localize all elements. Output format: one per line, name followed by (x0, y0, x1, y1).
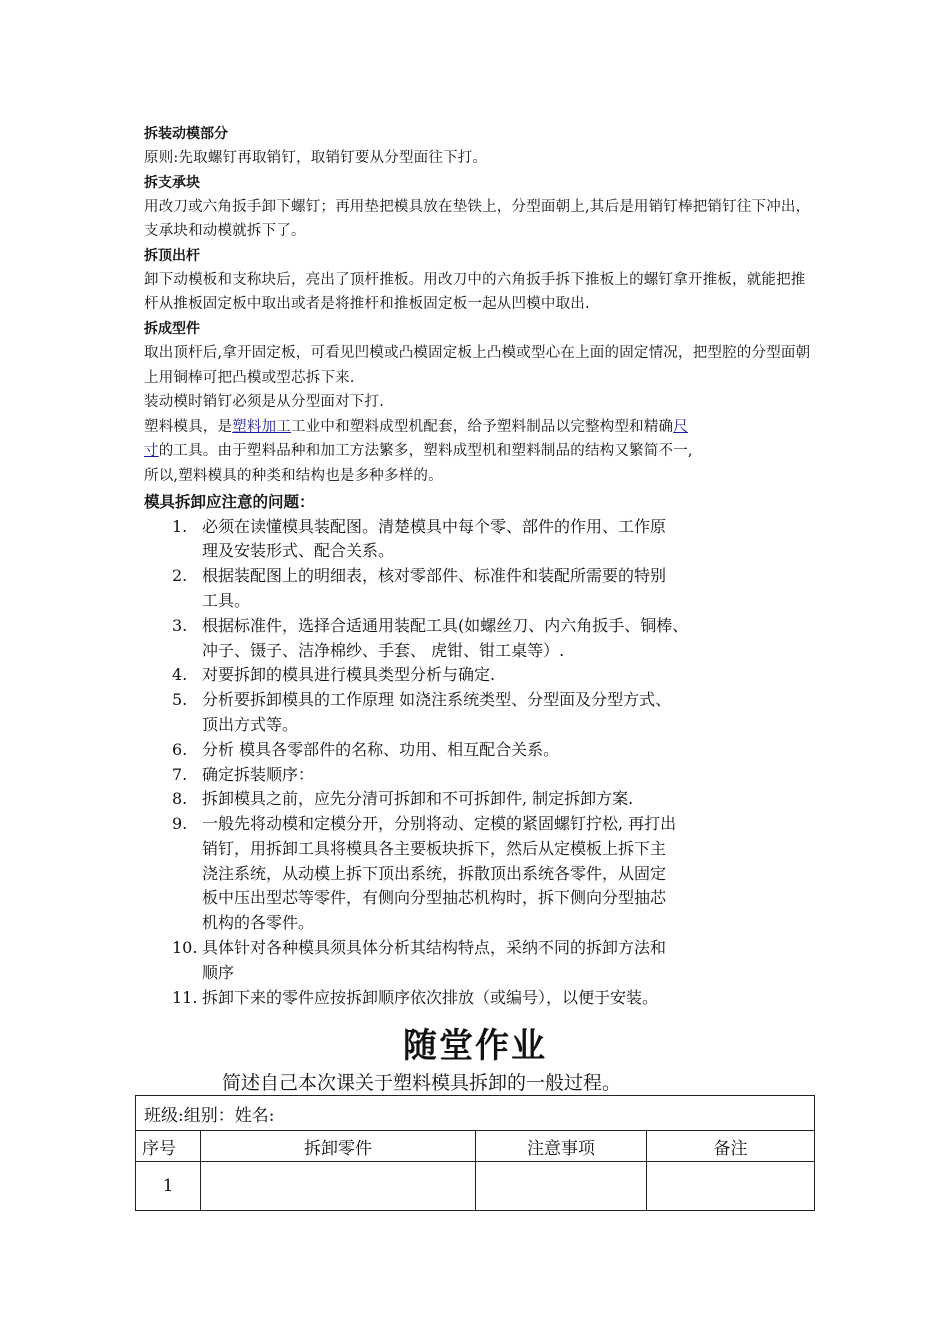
list-item (144, 936, 767, 986)
table-row (136, 1096, 815, 1131)
item-line: 顶出方式等。 (202, 714, 299, 734)
intro-text: 所以,塑料模具的种类和结构也是多种多样的。 (144, 467, 443, 484)
item-line: 工具。 (202, 590, 251, 610)
table-cell[interactable] (201, 1162, 476, 1211)
section-heading: 拆顶出杆 (144, 247, 200, 264)
table-header-row (136, 1131, 815, 1162)
item-line: 机构的各零件。 (202, 913, 315, 933)
list-item (144, 986, 767, 1011)
item-number: 10. (172, 938, 198, 958)
column-header: 序号 (136, 1131, 201, 1162)
intro-text: 塑料模具，是 (144, 418, 233, 435)
item-number: 8. (172, 789, 188, 809)
item-line: 根据标准件，选择合适通用装配工具(如螺丝刀、内六角扳手、铜棒、 (202, 615, 689, 635)
item-line: 销钉，用拆卸工具将模具各主要板块拆下，然后从定模板上拆下主 (202, 838, 667, 858)
section-remove-support-block (144, 171, 814, 244)
item-line: 拆卸下来的零件应按拆卸顺序依次排放（或编号），以便于安装。 (202, 987, 659, 1007)
item-number: 6. (172, 739, 188, 759)
section-remove-molding-parts (144, 317, 814, 390)
link-size-part2[interactable]: 寸 (144, 443, 159, 460)
item-line: 确定拆装顺序： (202, 764, 315, 784)
item-number: 11. (172, 987, 198, 1007)
item-line: 必须在读懂模具装配图。清楚模具中每个零、部件的作用、工作原 (202, 516, 667, 536)
item-number: 7. (172, 764, 188, 784)
item-number: 3. (172, 615, 188, 635)
table-row (136, 1162, 815, 1211)
intro-text: 工业中和塑料成型机配套，给予塑料制品以完整构型和精确 (291, 418, 674, 435)
item-line: 分析 模具各零部件的名称、功用、相互配合关系。 (202, 739, 560, 759)
item-line: 理及安装形式、配合关系。 (202, 541, 395, 561)
intro-text: 的工具。由于塑料品种和加工方法繁多，塑料成型机和塑料制品的结构又繁简不一, (158, 443, 693, 460)
item-number: 1. (172, 516, 188, 536)
section-heading: 拆装动模部分 (144, 126, 228, 142)
problems-heading: 模具拆卸应注意的问题： (144, 492, 315, 511)
item-line: 分析要拆卸模具的工作原理 如浇注系统类型、分型面及分型方式、 (202, 690, 672, 710)
list-item (144, 787, 767, 812)
section-heading: 拆成型件 (144, 320, 200, 337)
table-cell[interactable] (476, 1162, 647, 1211)
problems-list (144, 515, 814, 1011)
link-plastic-processing[interactable]: 塑料加工 (232, 418, 292, 435)
link-size-part1[interactable]: 尺 (673, 418, 688, 435)
section-body: 原则:先取螺钉再取销钉，取销钉要从分型面往下打。 (144, 150, 488, 166)
section-remove-ejector (144, 244, 814, 317)
list-item (144, 663, 767, 688)
item-line: 冲子、镊子、洁净棉纱、手套、 虎钳、钳工桌等）. (202, 640, 565, 660)
list-item (144, 564, 767, 614)
list-item (144, 812, 767, 936)
column-header: 拆卸零件 (201, 1131, 476, 1162)
list-item (144, 763, 767, 788)
section-body: 用改刀或六角扳手卸下螺钉；再用垫把模具放在垫铁上，分型面朝上,其后是用销钉棒把销钉往下冲出，支承块和动模就拆下了。 (144, 198, 811, 240)
class-group-name-cell[interactable]: 班级:组别：姓名: (136, 1096, 815, 1131)
section-heading: 拆支承块 (144, 174, 200, 191)
section-body: 卸下动模板和支称块后，亮出了顶杆推板。用改刀中的六角扳手拆下推板上的螺钉拿开推板，就能把推杆从推板固定板中取出或者是将推杆和推板固定板一起从凹模中取出. (144, 271, 806, 313)
item-number: 5. (172, 690, 188, 710)
item-line: 一般先将动模和定模分开，分别将动、定模的紧固螺钉拧松, 再打出 (202, 814, 677, 834)
item-line: 对要拆卸的模具进行模具类型分析与确定. (202, 665, 496, 685)
item-line: 根据装配图上的明细表，核对零部件、标准件和装配所需要的特别 (202, 566, 667, 586)
item-number: 2. (172, 566, 188, 586)
homework-title: 随堂作业 (403, 1026, 547, 1066)
column-header: 注意事项 (476, 1131, 647, 1162)
list-item (144, 688, 767, 738)
item-line: 具体针对各种模具须具体分析其结构特点，采纳不同的拆卸方法和 (202, 938, 667, 958)
list-item (144, 738, 767, 763)
list-item (144, 515, 767, 565)
item-line: 板中压出型芯等零件，有侧向分型抽芯机构时，拆下侧向分型抽芯 (202, 888, 667, 908)
assembly-note: 装动模时销钉必须是从分型面对下打. (144, 394, 385, 411)
item-number: 9. (172, 814, 188, 834)
list-item (144, 614, 767, 664)
homework-subtitle: 简述自己本次课关于塑料模具拆卸的一般过程。 (222, 1072, 622, 1094)
item-line: 拆卸模具之前，应先分清可拆卸和不可拆卸件, 制定拆卸方案. (202, 789, 634, 809)
intro-paragraph (144, 415, 774, 489)
document-body (144, 122, 814, 1010)
item-line: 浇注系统，从动模上拆下顶出系统，拆散顶出系统各零件，从固定 (202, 863, 667, 883)
table-cell[interactable] (647, 1162, 815, 1211)
item-number: 4. (172, 665, 188, 685)
column-header: 备注 (647, 1131, 815, 1162)
item-line: 顺序 (202, 962, 235, 982)
section-body: 取出顶杆后,拿开固定板，可看见凹模或凸模固定板上凸模或型心在上面的固定情况，把型腔的分型面朝上用铜棒可把凸模或型芯拆下来. (144, 344, 811, 386)
section-remove-moving-mold (144, 122, 814, 171)
table-cell: 1 (136, 1162, 201, 1211)
homework-table (135, 1095, 815, 1211)
